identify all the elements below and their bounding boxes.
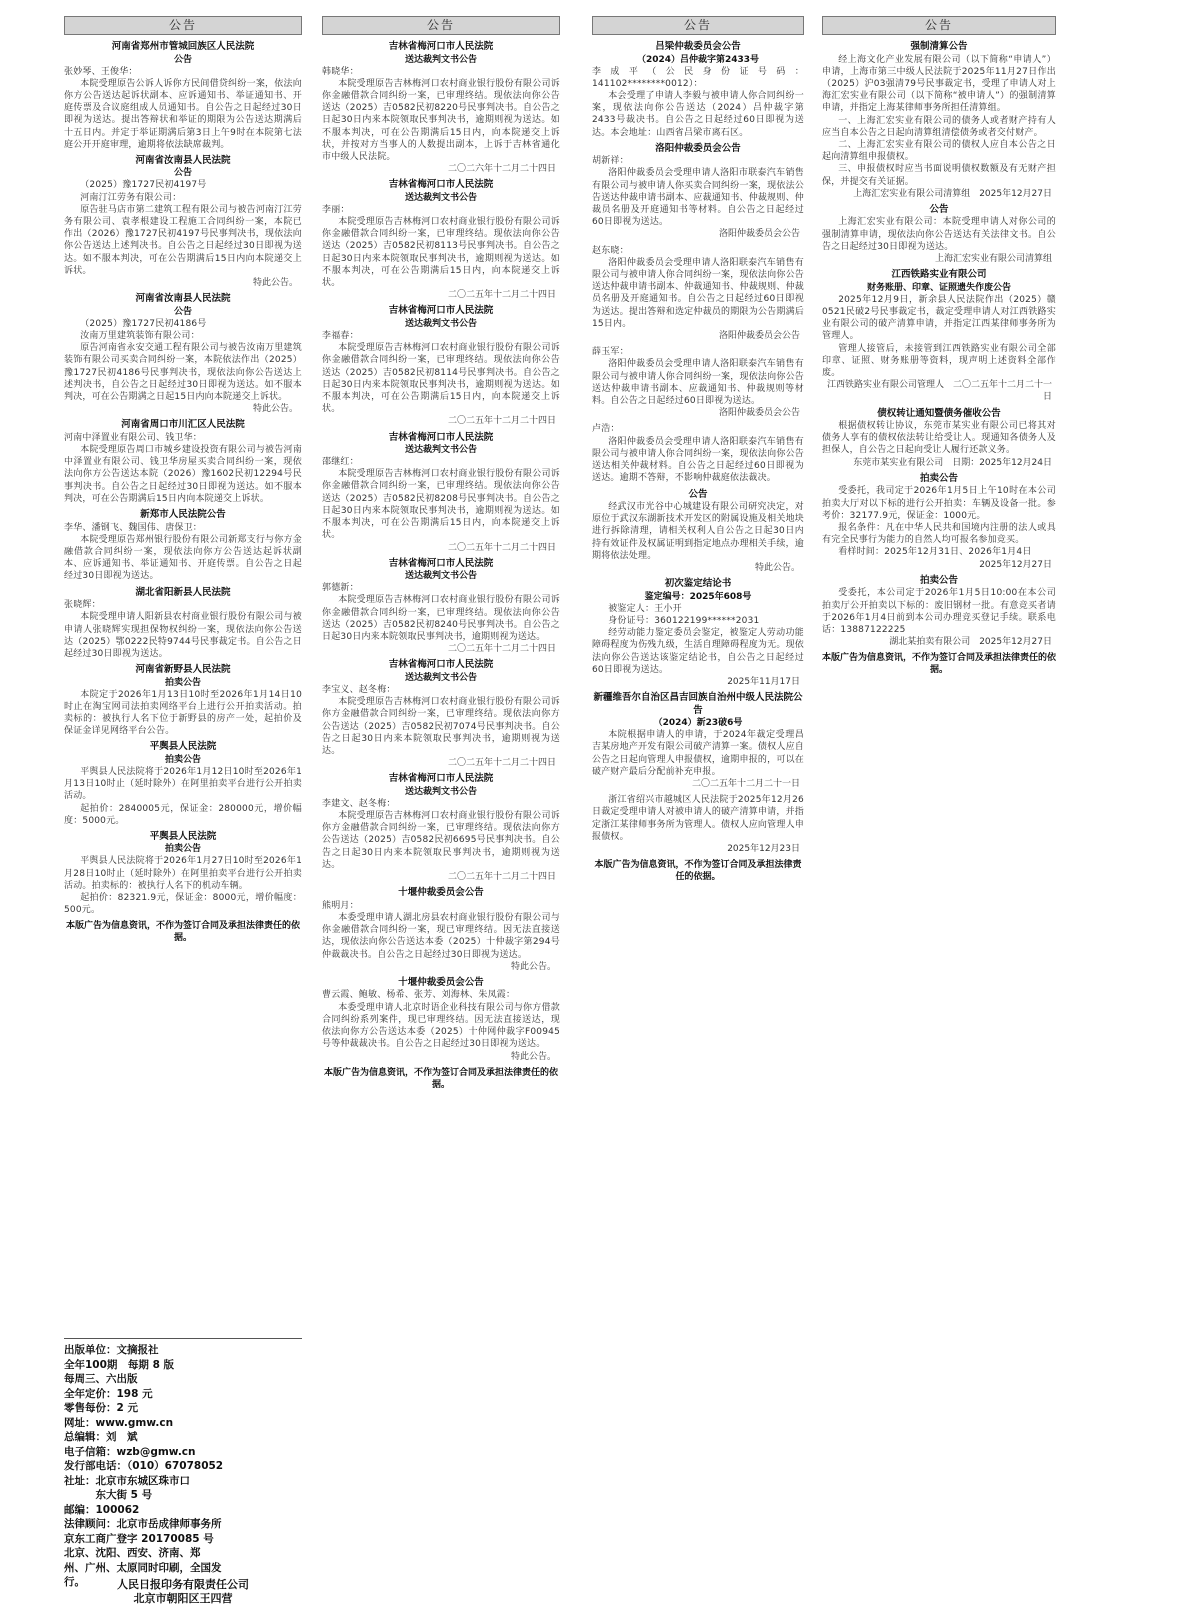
notice-section [592,143,804,241]
notice-title: 公告 [688,488,708,500]
column-2-sections [322,41,560,1063]
notice-section [592,692,804,790]
notice-section [822,204,1056,265]
notice-paragraph: 平舆县人民法院将于2026年1月12日10时至2026年1月13日10时止（延时除外）在阿里拍卖平台进行公开拍卖活动。 [64,766,302,802]
notice-section [322,558,560,656]
notice-paragraph: 经武汉市光谷中心城建设有限公司研究决定，对原位于武汉东湖新技术开发区的附属设施及相关地块进行拆除清理，请相关权利人自公告之日起30日内持有效证件及权属证明到指定地点办理相关手续，逾期将依法处理。 [592,502,804,561]
notice-signature: 江西铁路实业有限公司管理人 二〇二五年十二月二十一日 [826,380,1052,403]
notice-section [322,977,560,1063]
notice-body [322,989,560,1050]
notice-subtitle: 公告 [173,306,192,317]
notice-body [322,204,560,289]
notice-subtitle: 送达裁判文书公告 [404,192,477,203]
notice-body [322,798,560,871]
notice-body [822,54,1056,188]
notice-body [64,432,302,505]
notice-subtitle: （2024）吕仲裁字第2433号 [636,54,760,65]
notice-section [64,831,302,917]
notice-paragraph: 本院受理原告郑州银行股份有限公司新郑支行与你方金融借款合同纠纷一案，现依法向你方公告送达起诉状副本、应诉通知书、举证通知书、开庭传票。自公告之日起经过30日即视为送达。 [64,534,302,582]
notice-paragraph: 原告驻马店市第二建筑工程有限公司与被告河南汀江劳务有限公司、袁孝根建设工程施工合同纠纷一案，本院已作出（2026）豫1727民初4197号民事判决书，现依法向你公告送达上述判决书。自公告之日起经过30日即视为送达。如不服本判决，可在公告期满后15日内向本院递交上诉状。 [64,204,302,276]
notice-body [322,582,560,643]
pub-line: 零售每份：2 元 [64,1402,138,1414]
notice-signature: 二〇二五年十二月二十四日 [447,872,556,883]
notice-paragraph: 本院受理原告吉林梅河口农村商业银行股份有限公司诉你方金融借款合同纠纷一案，已审理终结。现依法向你方公告送达（2025）吉0582民初6695号民事判决书。自公告之日起30日内来本院领取民事判决书，逾期则视为送达。 [322,811,560,870]
notice-body [592,66,804,139]
notice-body [64,66,302,151]
notice-paragraph: 本委受理申请人湖北房县农村商业银行股份有限公司与你金融借款合同纠纷一案，现已审理终结。因无法直接送达，现依法向你公告送达本委（2025）十仲裁字第294号仲裁裁决书。自公告之日起经过30日即视为送达。 [322,912,560,960]
notice-paragraph: 河南汀江劳务有限公司： [80,192,182,203]
notice-paragraph: 洛阳仲裁委员会受理申请人洛阳市联泰汽车销售有限公司与被申请人你买卖合同纠纷一案，现依法公告送达仲裁申请书副本、应裁通知书、仲裁规则、仲裁员名册及开庭通知书等材料。自公告之日起经过60日即视为送达。 [592,168,804,228]
notice-paragraph: 经劳动能力鉴定委员会鉴定，被鉴定人劳动功能障碍程度为伤残九级，生活自理障碍程度为无。现依法向你公告送达该鉴定结论书，自公告之日起经过60日即视为送达。 [592,628,804,675]
notice-paragraph: 李宝义、赵冬梅： [322,684,396,695]
notice-subtitle: 送达裁判文书公告 [404,786,477,797]
pub-line: 法律顾问：北京市岳成律师事务所 [64,1518,222,1530]
notice-section [64,741,302,827]
notice-signature: 上海汇宏实业有限公司清算组 [934,254,1052,265]
notice-paragraph: 本院根据申请人的申请，于2024年裁定受理昌吉某房地产开发有限公司破产清算一案。债权人应自公告之日起向管理人申报债权，逾期申报的，可以在破产财产最后分配前补充申报。 [592,730,804,777]
pub-line: 总编辑：刘 斌 [64,1431,138,1443]
pub-line: 全年100期 每期 8 版 [64,1358,175,1371]
pub-line: 发行部电话：（010）67078052 [64,1460,224,1472]
notice-title: 吉林省梅河口市人民法院 [388,557,494,569]
notice-signature: 特此公告。 [252,278,298,289]
column-1 [64,16,302,944]
notice-body [592,245,804,330]
notice-section [64,664,302,737]
notice-subtitle: 公告 [173,168,192,179]
notice-paragraph: 二、上海汇宏实业有限公司的债权人应自本公告之日起向清算组申报债权。 [822,139,1056,163]
notice-signature: 东莞市某实业有限公司 日期：2025年12月24日 [853,457,1052,468]
column-4-header: 公告 [822,16,1056,35]
notice-paragraph: 本院定于2026年1月13日10时至2026年1月14日10时止在淘宝网司法拍卖网络平台上进行公开拍卖活动。拍卖标的：被执行人名下位于新野县的房产一处，起拍价及保证金详见网络平台公告。 [64,689,302,737]
notice-paragraph: 本会受理了申请人李毅与被申请人你合同纠纷一案，现依法向你公告送达（2024）吕仲裁字第2433号裁决书。自公告之日起经过60日即视为送达。本会地址：山西省吕梁市离石区。 [592,90,804,138]
notice-body [64,689,302,738]
notice-body [592,155,804,228]
notice-paragraph: 李建文、赵冬梅： [322,798,396,809]
notice-section [822,269,1056,403]
notice-body [64,766,302,827]
notice-paragraph: 卢浩： [592,424,620,435]
notice-body [64,318,302,403]
notice-title: 平舆县人民法院 [149,741,217,753]
pub-website[interactable]: 网址：www.gmw.cn [64,1416,174,1429]
notice-title: 江西铁路实业有限公司 [891,269,987,281]
notice-signature: 2025年11月17日 [727,676,800,687]
column-2 [322,16,560,1091]
notice-section [322,41,560,175]
notice-body [322,456,560,541]
notice-title: 新疆维吾尔自治区昌吉回族自治州中级人民法院公告 [593,692,803,716]
notice-paragraph: 上海汇宏实业有限公司：本院受理申请人对你公司的强制清算申请，现依法向你公告送达有关法律文书。自公告之日起经过30日即视为送达。 [822,217,1056,252]
notice-paragraph: 报名条件：凡在中华人民共和国境内注册的法人或具有完全民事行为能力的自然人均可报名参加竞买。 [822,523,1056,546]
notice-subtitle: 拍卖公告 [164,677,201,688]
notice-title: 拍卖公告 [919,472,958,484]
notice-signature: 二〇二五年十二月二十一日 [691,778,800,789]
notice-paragraph: 李成平（公民身份证号码：141102********0012）： [592,66,804,89]
publication-info [64,1338,302,1590]
notice-body [822,294,1056,379]
notice-section [64,293,302,415]
notice-section [822,473,1056,571]
notice-section [592,41,804,139]
notice-signature: 上海汇宏实业有限公司清算组 2025年12月27日 [853,188,1052,199]
notice-title: 新郑市人民法院公告 [140,509,226,521]
notice-paragraph: 2025年12月9日，新余县人民法院作出（2025）赣0521民破2号民事裁定书，裁定受理申请人对江西铁路实业有限公司的破产清算申请，并指定江西某律师事务所为管理人。 [822,294,1056,342]
notice-paragraph: 张晓辉： [64,600,101,611]
notice-paragraph: 本院受理原告吉林梅河口农村商业银行股份有限公司诉你金融借款合同纠纷一案，已审理终结。现依法向你公告送达（2025）吉0582民初8113号民事判决书。自公告之日起30日内来本院领取民事判决书，逾期则视为送达。如不服本判决，可在公告期满后15日内，向本院递交上诉状。 [322,217,560,289]
notice-paragraph: 李福春： [322,330,359,341]
notice-signature: 二〇二五年十二月二十四日 [447,542,556,553]
pub-line: 州、广州、太原同时印刷，全国发 [64,1561,222,1574]
notice-body [822,587,1056,636]
notice-paragraph: 本院受理原告吉林梅河口农村商业银行股份有限公司诉你金融借款合同纠纷一案，已审理终结。现依法向你公告送达（2025）吉0582民初8208号民事判决书。自公告之日起30日内来本院领取民事判决书，逾期则视为送达。如不服本判决，可在公告期满后15日内，向本院递交上诉状。 [322,469,560,541]
notice-signature: 特此公告。 [754,563,800,574]
notice-body [322,900,560,961]
notice-signature: 2025年12月23日 [727,843,800,854]
notice-section [822,408,1056,469]
column-3-disclaimer: 本版广告为信息资讯，不作为签订合同及承担法律责任的依据。 [594,860,802,883]
notice-paragraph: 本委受理申请人北京时语企业科技有限公司与你方借款合同纠纷系列案件，现已审理终结。因无法直接送达，现依法向你方公告送达本委（2025）十仲网仲裁字F00945号等仲裁裁决书。自公告之日起经过30日即视为送达。 [322,1002,560,1050]
pub-line: 北京、沈阳、西安、济南、郑 [64,1547,201,1559]
notice-section [592,578,804,688]
printer-address: 北京市朝阳区王四营 [133,1592,233,1605]
notice-paragraph: 看样时间：2025年12月31日、2026年1月4日 [838,547,1032,558]
notice-paragraph: 三、申报债权时应当书面说明债权数额及有无财产担保，并提交有关证据。 [822,164,1056,187]
notice-title: 洛阳仲裁委员会公告 [655,142,741,154]
notice-title: 吕梁仲裁委员会公告 [655,41,741,52]
notice-paragraph: 薛玉军： [592,347,629,358]
notice-title: 吉林省梅河口市人民法院 [388,659,494,671]
notice-body [64,855,302,916]
column-4 [822,16,1056,676]
notice-paragraph: 胡新祥： [592,156,629,167]
notice-paragraph: 李华、潘钢飞、魏国伟、唐保卫： [64,522,203,533]
notice-paragraph: 赵东晓： [592,245,629,256]
notice-body [822,420,1056,457]
notice-paragraph: 本院受理原告吉林梅河口农村商业银行股份有限公司诉你金融借款合同纠纷一案，已审理终结。现依法向你公告送达（2025）吉0582民初8114号民事判决书。自公告之日起30日内来本院领取民事判决书，逾期则视为送达。如不服本判决，可在公告期满后15日内，向本院递交上诉状。 [322,343,560,415]
notice-section [322,887,560,973]
notice-subtitle: 送达裁判文书公告 [404,318,477,329]
notice-paragraph: 韩晓华： [322,66,359,77]
notice-signature: 二〇二五年十二月二十四日 [447,758,556,769]
notice-body [64,522,302,583]
notice-paragraph: 本院受理原告吉林梅河口农村商业银行股份有限公司诉你金融借款合同纠纷一案，已审理终结。现依法向你公告送达（2025）吉0582民初8240号民事判决书。自公告之日起30日内来本院领取民事判决书，逾期则视为送达。 [322,595,560,643]
notice-signature: 二〇二五年十二月二十四日 [447,290,556,301]
column-3-header: 公告 [592,16,804,35]
notice-paragraph: 河南中泽置业有限公司、钱卫华： [64,432,203,443]
notice-title: 河南省汝南县人民法院 [135,154,231,166]
notice-paragraph: （2025）豫1727民初4197号 [80,180,207,191]
pub-line: 京东工商广登字 20170085 号 [64,1532,214,1545]
notice-section [64,419,302,505]
notice-signature: 特此公告。 [510,1051,556,1062]
notice-section [592,346,804,419]
notice-paragraph: 起拍价：82321.9元，保证金：8000元，增价幅度：500元。 [64,893,302,916]
printer-footer [64,1578,302,1606]
notice-section [322,305,560,427]
column-2-header: 公告 [322,16,560,35]
notice-subtitle: 送达裁判文书公告 [404,445,477,456]
printer-name: 人民日报印务有限责任公司 [117,1578,249,1591]
notice-title: 公告 [929,203,949,215]
notice-title: 十堰仲裁委员会公告 [398,887,484,899]
notice-body [592,729,804,778]
notice-title: 湖北省阳新县人民法院 [135,586,231,598]
notice-title: 强制清算公告 [910,41,968,52]
notice-paragraph: 经上海文化产业发展有限公司（以下简称“申请人”）申请，上海市第三中级人民法院于2025年11月27日作出（2025）沪03强清79号民事裁定书，受理了申请人对上海汇宏实业有限公司（以下简称“被申请人”）的强制清算申请，并指定上海某律师事务所担任清算组。 [822,54,1056,114]
notice-title: 河南省汝南县人民法院 [135,293,231,305]
notice-paragraph: 本院受理申请人阳新县农村商业银行股份有限公司与被申请人张晓辉实现担保物权纠纷一案，现依法向你公告送达（2025）鄂0222民特9744号民事裁定书。自公告之日起经过30日即视为送达。 [64,612,302,659]
notice-paragraph: 洛阳仲裁委员会受理申请人洛阳联泰汽车销售有限公司与被申请人你合同纠纷一案，现依法向你公告送达相关仲裁材料。自公告之日起经过60日即视为送达。逾期不答辩，不影响仲裁庭依法裁决。 [592,436,804,484]
pub-email[interactable]: 电子信箱：wzb@gmw.cn [64,1445,196,1458]
notice-paragraph: 熊明月： [322,900,359,911]
notice-title: 河南省郑州市管城回族区人民法院 [111,41,255,52]
notice-paragraph: 本院受理原告吉林梅河口农村商业银行股份有限公司诉你金融借款合同纠纷一案，已审理终结。现依法向你公告送达（2025）吉0582民初8220号民事判决书。自公告之日起30日内来本院领取民事判决书，逾期则视为送达。如不服本判决，可在公告期满后15日内，向本院递交上诉状，并按对方当事人的人数提出副本，上诉于吉林省通化市中级人民法院。 [322,78,560,162]
notice-section [592,794,804,855]
notice-subtitle: 送达裁判文书公告 [404,54,477,65]
column-3-sections [592,41,804,855]
notice-paragraph: 受委托，我司定于2026年1月5日上午10时在本公司拍卖大厅对以下标的进行公开拍卖：车辆及设备一批。参考价：32177.9元，保证金：1000元。 [822,486,1056,521]
notice-section [64,587,302,661]
notice-section [64,509,302,583]
notice-section [822,575,1056,649]
notice-paragraph: 曹云霞、鲍敏、杨希、张芳、刘海林、朱凤霞： [322,990,516,1001]
notice-paragraph: 李丽： [322,204,350,215]
pub-line: 行。 [64,1576,85,1588]
notice-section [822,41,1056,200]
column-1-header: 公告 [64,16,302,35]
column-1-sections [64,41,302,916]
notice-body [592,794,804,843]
notice-paragraph: 本院受理原告吉林梅河口农村商业银行股份有限公司诉你方金融借款合同纠纷一案，已审理终结。现依法向你方公告送达（2025）吉0582民初7074号民事判决书。自公告之日起30日内来本院领取民事判决书，逾期则视为送达。 [322,697,560,756]
notice-paragraph: 浙江省绍兴市越城区人民法院于2025年12月26日裁定受理申请人对被申请人的破产清算申请，并指定浙江某律师事务所为管理人。债权人应向管理人申报债权。 [592,795,804,842]
notice-paragraph: 邵继红： [322,457,359,468]
notice-title: 初次鉴定结论书 [664,578,732,590]
notice-section [322,432,560,554]
pub-line: 邮编：100062 [64,1503,140,1516]
notice-title: 十堰仲裁委员会公告 [398,976,484,988]
notice-title: 债权转让通知暨债务催收公告 [877,407,1001,419]
column-3 [592,16,804,883]
notice-paragraph: 身份证号：360122199******2031 [608,615,760,626]
notice-subtitle: 公告 [173,54,192,65]
notice-signature: 二〇二五年十二月二十四日 [447,644,556,655]
notice-signature: 二〇二六年十二月二十四日 [447,164,556,175]
notice-title: 平舆县人民法院 [149,830,217,842]
notice-title: 吉林省梅河口市人民法院 [388,179,494,191]
notice-paragraph: 张妙琴、王俊华： [64,66,138,77]
notice-title: 吉林省梅河口市人民法院 [388,305,494,317]
notice-signature: 二〇二五年十二月二十四日 [447,416,556,427]
notice-signature: 2025年12月27日 [979,559,1052,570]
notice-section [64,155,302,289]
notice-paragraph: 根据债权转让协议，东莞市某实业有限公司已将其对债务人享有的债权依法转让给受让人。现通知各债务人及担保人，自公告之日起向受让人履行还款义务。 [822,421,1056,456]
notice-body [322,66,560,164]
notice-signature: 特此公告。 [252,404,298,415]
notice-paragraph: 受委托，本公司定于2026年1月5日10:00在本公司拍卖厅公开拍卖以下标的：废旧钢材一批。有意竞买者请于2026年1月4日前到本公司办理竞买登记手续。联系电话：13887122225 [822,588,1056,635]
notice-paragraph: 洛阳仲裁委员会受理申请人洛阳联泰汽车销售有限公司与被申请人你合同纠纷一案，现依法向你公告送达仲裁申请书副本、仲裁通知书、仲裁规则、仲裁员名册及开庭通知书。自公告之日起经过60日即视为送达。提出答辩和选定仲裁员的期限为公告期满后15日内。 [592,257,804,329]
notice-signature: 洛阳仲裁委员会公告 [718,408,800,419]
notice-paragraph: 洛阳仲裁委员会受理申请人洛阳联泰汽车销售有限公司与被申请人你合同纠纷一案，现依法向你公告送达仲裁申请书副本、应裁通知书、仲裁规则等材料。自公告之日起经过60日即视为送达。 [592,359,804,407]
notice-subtitle: 鉴定编号：2025年608号 [644,591,752,602]
notice-section [592,245,804,343]
notice-paragraph: 被鉴定人：王小开 [608,603,682,614]
pub-line: 全年定价：198 元 [64,1387,153,1400]
notice-subtitle: 财务账册、印章、证照遗失作废公告 [866,282,1011,293]
notice-section [322,773,560,883]
notice-body [822,216,1056,253]
notice-signature: 特此公告。 [510,961,556,972]
notice-title: 吉林省梅河口市人民法院 [388,41,494,52]
notice-signature: 洛阳仲裁委员会公告 [718,331,800,342]
column-4-disclaimer: 本版广告为信息资讯，不作为签订合同及承担法律责任的依据。 [822,653,1057,676]
notice-subtitle: 送达裁判文书公告 [404,672,477,683]
notice-subtitle: （2024）新23破6号 [653,718,743,729]
notice-body [592,346,804,407]
pub-line: 社址：北京市东城区珠市口 [64,1474,190,1487]
notice-body [322,684,560,757]
notice-body [64,179,302,277]
notice-title: 吉林省梅河口市人民法院 [388,773,494,785]
notice-subtitle: 拍卖公告 [164,844,201,855]
notice-paragraph: 本院受理原告公诉人诉你方民间借贷纠纷一案，依法向你方公告送达起诉状副本、应诉通知书、举证通知书、开庭传票及合议庭组成人员通知书。自公告之日起经过30日即视为送达。提出答辩状和举证的期限为公告送达期满后十五日内。并定于举证期满后第3日上午9时在本院第七法庭公开开庭审理，逾期将依法缺席裁判。 [64,78,302,150]
column-4-sections [822,41,1056,648]
pub-line: 出版单位：文摘报社 [64,1344,159,1356]
notice-signature: 洛阳仲裁委员会公告 [718,229,800,240]
notice-body [592,501,804,562]
notice-title: 吉林省梅河口市人民法院 [388,431,494,443]
notice-title: 河南省新野县人民法院 [135,664,231,676]
notice-paragraph: 原告河南省永安交通工程有限公司与被告汝南万里建筑装饰有限公司买卖合同纠纷一案，本院依法作出（2025）豫1727民初4186号民事判决书，现依法向你公告送达上述判决书，自公告之日起经过30日即视为送达。如不服本判决，可在公告期满之日起15日内向本院递交上诉状。 [64,343,302,402]
notice-body [822,485,1056,558]
notice-subtitle: 拍卖公告 [164,754,201,765]
column-1-disclaimer: 本版广告为信息资讯，不作为签订合同及承担法律责任的依据。 [65,921,300,944]
notice-section [322,659,560,769]
notice-paragraph: 起拍价：2840005元，保证金：280000元，增价幅度：5000元。 [64,803,302,826]
notice-paragraph: 平舆县人民法院将于2026年1月27日10时至2026年1月28日10时止（延时除外）在阿里拍卖平台进行公开拍卖活动。拍卖标的：被执行人名下的机动车辆。 [64,856,302,891]
notice-paragraph: 郭德新： [322,583,359,594]
notice-signature: 湖北某拍卖有限公司 2025年12月27日 [889,637,1052,648]
pub-line: 东大街 5 号 [64,1489,153,1501]
notice-section [592,423,804,484]
notice-paragraph: （2025）豫1727民初4186号 [80,318,207,329]
notice-section [592,489,804,575]
notice-title: 河南省周口市川汇区人民法院 [121,419,245,431]
notice-paragraph: 本院受理原告周口市城乡建设投资有限公司与被告河南中泽置业有限公司、钱卫华房屋买卖合同纠纷一案，现依法向你方公告送达本院（2026）豫1602民初12294号民事判决书。自公告之日起经过30日即视为送达。如不服本判决，可在公告期满后15日内向本院递交上诉状。 [64,445,302,504]
notice-section [64,41,302,151]
notice-title: 拍卖公告 [919,574,958,586]
notice-paragraph: 一、上海汇宏实业有限公司的债务人或者财产持有人应当自本公告之日起向清算组清偿债务或者交付财产。 [822,115,1056,138]
notice-subtitle: 送达裁判文书公告 [404,571,477,582]
notice-paragraph: 汝南万里建筑装饰有限公司： [80,330,200,341]
column-2-disclaimer: 本版广告为信息资讯，不作为签订合同及承担法律责任的依据。 [323,1067,558,1090]
notice-body [592,423,804,484]
notice-paragraph: 管理人接管后，未接管到江西铁路实业有限公司全部印章、证照、财务账册等资料，现声明上述资料全部作废。 [822,343,1056,378]
notice-body [322,330,560,415]
notice-body [64,599,302,660]
pub-line: 每周三、六出版 [64,1373,138,1385]
notice-body [592,603,804,676]
notice-section [322,179,560,301]
